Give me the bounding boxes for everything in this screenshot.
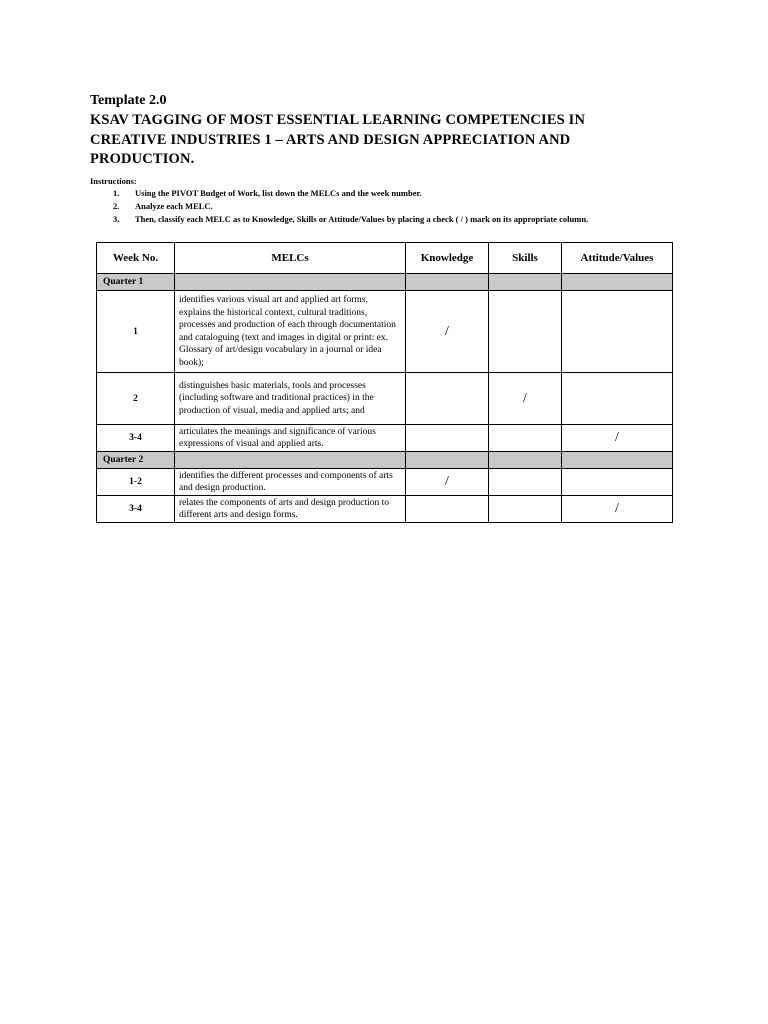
week-cell: 1 <box>97 291 175 373</box>
week-cell: 1-2 <box>97 469 175 496</box>
knowledge-cell <box>406 425 489 452</box>
knowledge-cell: / <box>406 469 489 496</box>
week-cell: 3-4 <box>97 425 175 452</box>
skills-cell <box>489 496 562 523</box>
table-row <box>97 469 673 496</box>
knowledge-cell <box>406 496 489 523</box>
skills-cell <box>489 425 562 452</box>
melc-cell: distinguishes basic materials, tools and processes (including software and traditional practices) in the production of visual, media and applied arts; and <box>175 373 406 425</box>
document-title: KSAV TAGGING OF MOST ESSENTIAL LEARNING COMPETENCIES IN CREATIVE INDUSTRIES 1 – ARTS AND DESIGN APPRECIATION AND PRODUCTION. <box>90 112 586 167</box>
quarter-row <box>97 452 673 469</box>
instruction-text: Analyze each MELC. <box>135 201 213 211</box>
attitude-cell <box>562 373 673 425</box>
attitude-cell: / <box>562 496 673 523</box>
attitude-cell <box>562 469 673 496</box>
attitude-cell: / <box>562 425 673 452</box>
melc-cell: identifies the different processes and components of arts and design production. <box>175 469 406 496</box>
instructions-heading: Instructions: <box>90 176 137 186</box>
ksav-table <box>96 242 673 523</box>
table-row <box>97 425 673 452</box>
knowledge-cell <box>406 373 489 425</box>
quarter-label: Quarter 2 <box>97 452 175 469</box>
instruction-number: 3. <box>113 214 120 224</box>
attitude-cell <box>562 291 673 373</box>
table-header-row <box>97 243 673 274</box>
instruction-number: 1. <box>113 188 120 198</box>
melc-cell: relates the components of arts and design production to different arts and design forms. <box>175 496 406 523</box>
header-attitude-values: Attitude/Values <box>562 243 673 274</box>
melc-cell: identifies various visual art and applied art forms, explains the historical context, cultural traditions, processes and production of each through documentation and cataloguing (text and images in digital or print: ex. Glossary of art/design vocabulary in a journal or idea book); <box>175 291 406 373</box>
instruction-text: Then, classify each MELC as to Knowledge, Skills or Attitude/Values by placing a check ( / ) mark on its appropriate column. <box>135 214 589 224</box>
instruction-item <box>113 213 588 226</box>
header-melcs: MELCs <box>175 243 406 274</box>
instruction-number: 2. <box>113 201 120 211</box>
skills-cell <box>489 291 562 373</box>
table-row <box>97 373 673 425</box>
instruction-text: Using the PIVOT Budget of Work, list down the MELCs and the week number. <box>135 188 422 198</box>
table-row <box>97 496 673 523</box>
header-knowledge: Knowledge <box>406 243 489 274</box>
instruction-item <box>113 187 588 200</box>
template-label: Template 2.0 <box>90 93 167 108</box>
melc-cell: articulates the meanings and significance of various expressions of visual and applied arts. <box>175 425 406 452</box>
instruction-item <box>113 200 588 213</box>
skills-cell <box>489 469 562 496</box>
table-row <box>97 291 673 373</box>
header-week: Week No. <box>97 243 175 274</box>
quarter-label: Quarter 1 <box>97 274 175 291</box>
week-cell: 2 <box>97 373 175 425</box>
skills-cell: / <box>489 373 562 425</box>
knowledge-cell: / <box>406 291 489 373</box>
week-cell: 3-4 <box>97 496 175 523</box>
instructions-list <box>113 187 588 226</box>
quarter-row <box>97 274 673 291</box>
header-skills: Skills <box>489 243 562 274</box>
